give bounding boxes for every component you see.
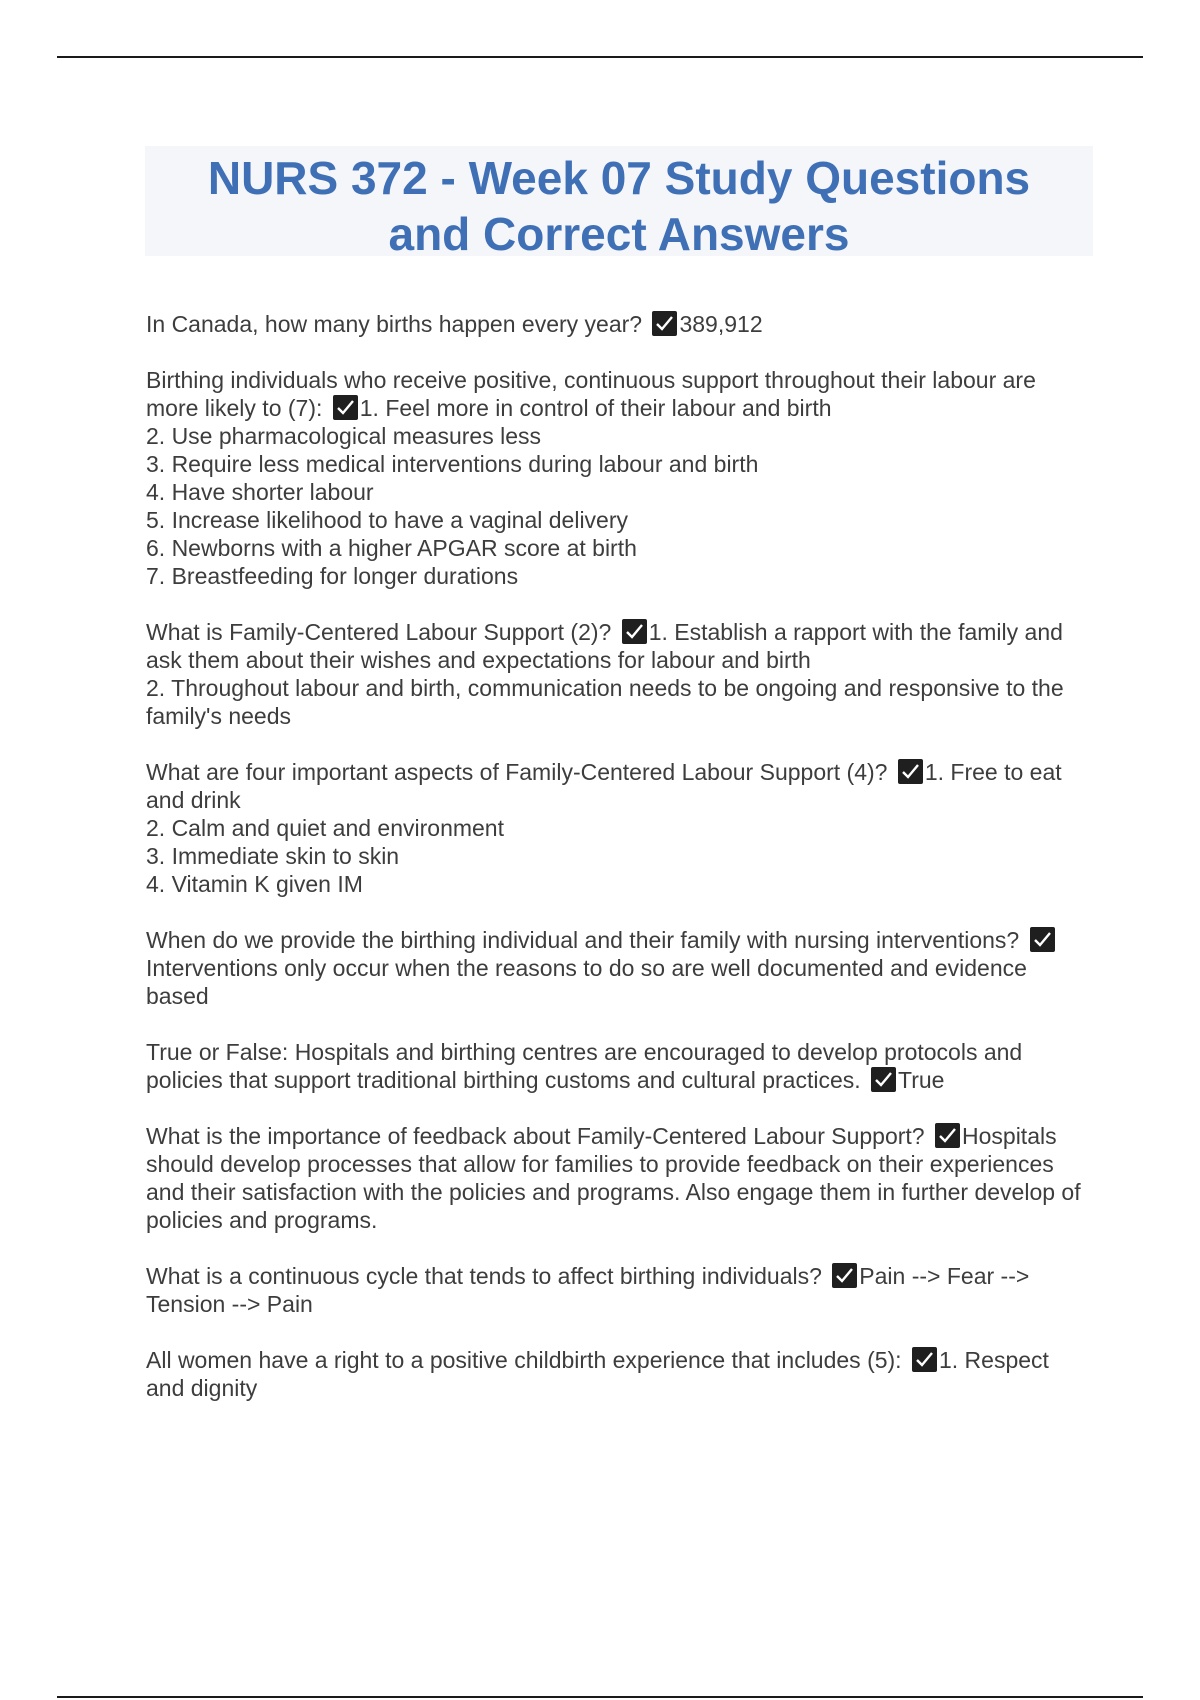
question: What is the importance of feedback about Family-Centered Labour Support? — [146, 1123, 925, 1149]
bottom-rule — [57, 1696, 1143, 1698]
qa-item-4 — [146, 758, 1092, 898]
question: What is Family-Centered Labour Support (2)? — [146, 619, 612, 645]
answer-line: 5. Increase likelihood to have a vaginal delivery — [146, 507, 629, 533]
answer: 389,912 — [679, 311, 763, 337]
answer-line: 2. Use pharmacological measures less — [146, 423, 542, 449]
answer: 1. Feel more in control of their labour and birth — [359, 395, 832, 421]
question: In Canada, how many births happen every year? — [146, 311, 643, 337]
question: Birthing individuals who receive positive, continuous support throughout their labour are more likely to (7): — [146, 367, 1036, 421]
answer-line: 2. Calm and quiet and environment — [146, 815, 504, 841]
qa-item-3 — [146, 618, 1092, 730]
answer-line: 3. Immediate skin to skin — [146, 843, 400, 869]
checkbox-checked-icon — [652, 311, 677, 336]
answer: 1. Free to eat and drink — [146, 759, 1062, 813]
qa-item-2 — [146, 366, 1092, 590]
qa-item-1 — [146, 310, 1092, 338]
answer: Pain --> Fear --> Tension --> Pain — [146, 1263, 1030, 1317]
question: True or False: Hospitals and birthing centres are encouraged to develop protocols and policies that support traditional birthing customs and cultural practices. — [146, 1039, 1023, 1093]
checkbox-checked-icon — [912, 1347, 937, 1372]
checkbox-checked-icon — [1030, 927, 1055, 952]
checkbox-checked-icon — [333, 395, 358, 420]
checkbox-checked-icon — [622, 619, 647, 644]
checkbox-checked-icon — [935, 1123, 960, 1148]
title-box — [145, 146, 1093, 260]
checkbox-checked-icon — [832, 1263, 857, 1288]
answer: Interventions only occur when the reasons to do so are well documented and evidence based — [146, 955, 1027, 1009]
checkbox-checked-icon — [871, 1067, 896, 1092]
qa-item-8 — [146, 1262, 1092, 1318]
question: What are four important aspects of Family-Centered Labour Support (4)? — [146, 759, 888, 785]
answer: 1. Respect and dignity — [146, 1347, 1049, 1401]
qa-item-5 — [146, 926, 1092, 1010]
qa-item-6 — [146, 1038, 1092, 1094]
qa-list — [146, 310, 1092, 1402]
answer-line: 4. Have shorter labour — [146, 479, 374, 505]
answer: True — [898, 1067, 945, 1093]
answer: 1. Establish a rapport with the family and ask them about their wishes and expectations for labour and birth — [146, 619, 1063, 673]
checkbox-checked-icon — [898, 759, 923, 784]
top-rule — [57, 56, 1143, 58]
answer-line: 7. Breastfeeding for longer durations — [146, 563, 519, 589]
title-line-2: and Correct Answers — [388, 208, 850, 260]
answer-line: 4. Vitamin K given IM — [146, 871, 363, 897]
page-title — [145, 146, 1093, 262]
answer-line: 2. Throughout labour and birth, communication needs to be ongoing and responsive to the family's needs — [146, 675, 1064, 729]
answer-line: 6. Newborns with a higher APGAR score at birth — [146, 535, 637, 561]
question: What is a continuous cycle that tends to affect birthing individuals? — [146, 1263, 822, 1289]
qa-item-9 — [146, 1346, 1092, 1402]
answer-line: 3. Require less medical interventions during labour and birth — [146, 451, 759, 477]
answer: Hospitals should develop processes that allow for families to provide feedback on their experiences and their satisfaction with the policies and programs. Also engage them in further develop of policies and programs. — [146, 1123, 1081, 1233]
question: When do we provide the birthing individual and their family with nursing interventions? — [146, 927, 1020, 953]
title-line-1: NURS 372 - Week 07 Study Questions — [207, 152, 1031, 204]
question: All women have a right to a positive childbirth experience that includes (5): — [146, 1347, 902, 1373]
qa-item-7 — [146, 1122, 1092, 1234]
